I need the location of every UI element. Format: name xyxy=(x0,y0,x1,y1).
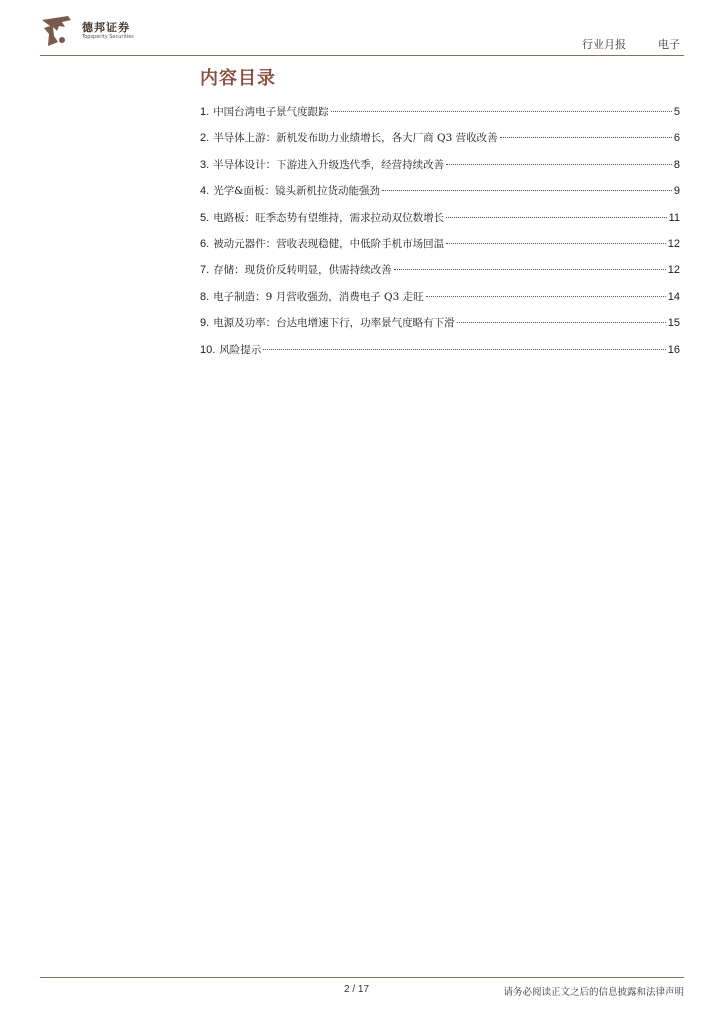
toc-item[interactable] xyxy=(200,210,680,236)
toc-item[interactable] xyxy=(200,342,680,368)
toc-item-page: 8 xyxy=(673,158,680,171)
toc-leader-dots xyxy=(446,164,672,165)
footer-disclaimer: 请务必阅读正文之后的信息披露和法律声明 xyxy=(503,987,684,998)
toc-item-page: 12 xyxy=(667,237,680,250)
toc-leader-dots xyxy=(394,269,666,270)
header-divider xyxy=(40,55,684,56)
logo-english-name: Topsperity Securities xyxy=(82,34,134,40)
toc-leader-dots xyxy=(382,190,672,191)
toc-title: 内容目录 xyxy=(200,68,276,89)
toc-item-number: 7. xyxy=(200,264,210,277)
toc-item-page: 11 xyxy=(668,211,680,224)
toc-item-number: 3. xyxy=(200,158,210,171)
toc-item-number: 4. xyxy=(200,185,210,198)
toc-item-title: 存储：现货价反转明显，供需持续改善 xyxy=(213,264,392,277)
toc-item-page: 6 xyxy=(673,132,680,145)
toc-item-title: 被动元器件：营收表现稳健，中低阶手机市场回温 xyxy=(213,237,445,250)
toc-item-title: 电路板：旺季态势有望维持，需求拉动双位数增长 xyxy=(213,211,445,224)
toc-item-title: 电源及功率：台达电增速下行，功率景气度略有下滑 xyxy=(213,317,455,330)
toc-item[interactable] xyxy=(200,262,680,288)
toc-item-title: 中国台湾电子景气度跟踪 xyxy=(213,106,329,118)
toc-leader-dots xyxy=(446,243,666,244)
page-indicator: 2 / 17 xyxy=(344,984,370,995)
toc-leader-dots xyxy=(446,217,666,218)
toc-item[interactable] xyxy=(200,315,680,341)
toc-item-number: 8. xyxy=(200,290,210,303)
page-header xyxy=(40,12,684,56)
toc-item[interactable] xyxy=(200,157,680,183)
toc-leader-dots xyxy=(457,322,666,323)
company-logo xyxy=(40,14,180,50)
toc-item-number: 10. xyxy=(200,343,216,356)
toc-item[interactable] xyxy=(200,289,680,315)
toc-item-number: 6. xyxy=(200,237,210,250)
toc-item-page: 16 xyxy=(667,343,680,356)
toc-item[interactable] xyxy=(200,104,680,130)
toc-item[interactable] xyxy=(200,130,680,156)
topsperity-logo-icon xyxy=(40,14,74,48)
toc-item-number: 2. xyxy=(200,132,210,145)
toc-leader-dots xyxy=(263,349,665,350)
toc-item-title: 风险提示 xyxy=(219,343,262,356)
toc-item-title: 半导体设计：下游进入升级迭代季，经营持续改善 xyxy=(213,158,445,171)
toc-list xyxy=(200,104,680,368)
toc-item-title: 光学&面板：镜头新机拉货动能强劲 xyxy=(213,185,381,198)
toc-item[interactable] xyxy=(200,236,680,262)
toc-item[interactable] xyxy=(200,183,680,209)
toc-leader-dots xyxy=(426,296,666,297)
toc-item-number: 1. xyxy=(200,106,210,118)
document-type: 行业月报 xyxy=(582,38,626,51)
toc-item-number: 9. xyxy=(200,317,210,330)
toc-item-page: 15 xyxy=(667,317,680,330)
toc-item-title: 半导体上游：新机发布助力业绩增长，各大厂商 Q3 营收改善 xyxy=(213,132,498,145)
toc-item-title: 电子制造：9 月营收强劲，消费电子 Q3 走旺 xyxy=(213,290,424,303)
logo-chinese-name: 德邦证券 xyxy=(82,21,130,34)
toc-leader-dots xyxy=(500,137,672,138)
document-sector: 电子 xyxy=(658,38,680,51)
toc-item-page: 12 xyxy=(667,264,680,277)
toc-item-page: 9 xyxy=(673,185,680,198)
toc-item-number: 5. xyxy=(200,211,210,224)
footer-divider xyxy=(40,977,684,978)
toc-item-page: 5 xyxy=(673,106,680,118)
toc-item-page: 14 xyxy=(667,290,680,303)
toc-leader-dots xyxy=(331,111,672,112)
